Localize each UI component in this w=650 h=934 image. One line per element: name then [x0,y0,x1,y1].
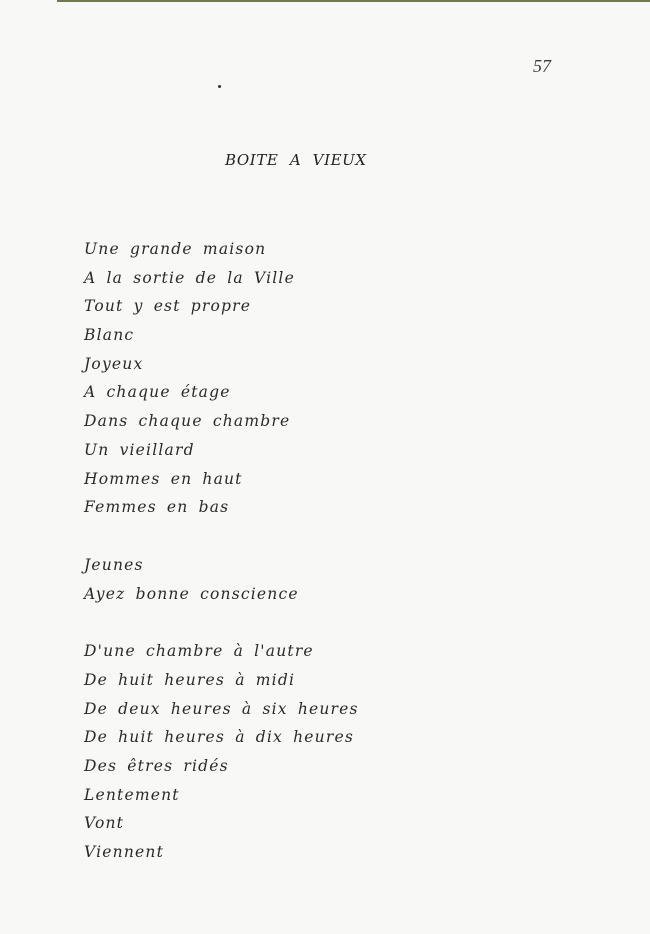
poem-line: Un vieillard [84,440,195,459]
page-top-edge [57,0,650,2]
stanza-1 [84,235,359,522]
poem-line: A chaque étage [84,383,231,402]
stanza-3 [84,637,359,867]
poem-body [84,235,359,896]
poem-line: Viennent [84,843,165,862]
poem-line: Blanc [84,326,135,345]
poem-line: De huit heures à midi [84,670,296,689]
poem-line: De deux heures à six heures [84,699,359,718]
poem-line: Joyeux [84,354,144,373]
poem-line: A la sortie de la Ville [84,268,295,287]
poem-line: Ayez bonne conscience [84,584,299,603]
poem-line: Jeunes [84,555,144,574]
poem-line: De huit heures à dix heures [84,728,354,747]
ink-speck [218,85,221,88]
poem-line: Hommes en haut [84,469,243,488]
poem-line: Femmes en bas [84,498,230,517]
poem-line: D'une chambre à l'autre [84,642,314,661]
poem-line: Dans chaque chambre [84,412,291,431]
poem-line: Une grande maison [84,240,267,258]
poem-line: Des êtres ridés [84,757,229,775]
poem-title: BOITE A VIEUX [225,151,367,169]
poem-line: Vont [84,814,125,833]
page-number: 57 [533,56,551,76]
stanza-2 [84,551,359,608]
poem-line: Lentement [84,785,180,804]
poem-line: Tout y est propre [84,297,252,316]
